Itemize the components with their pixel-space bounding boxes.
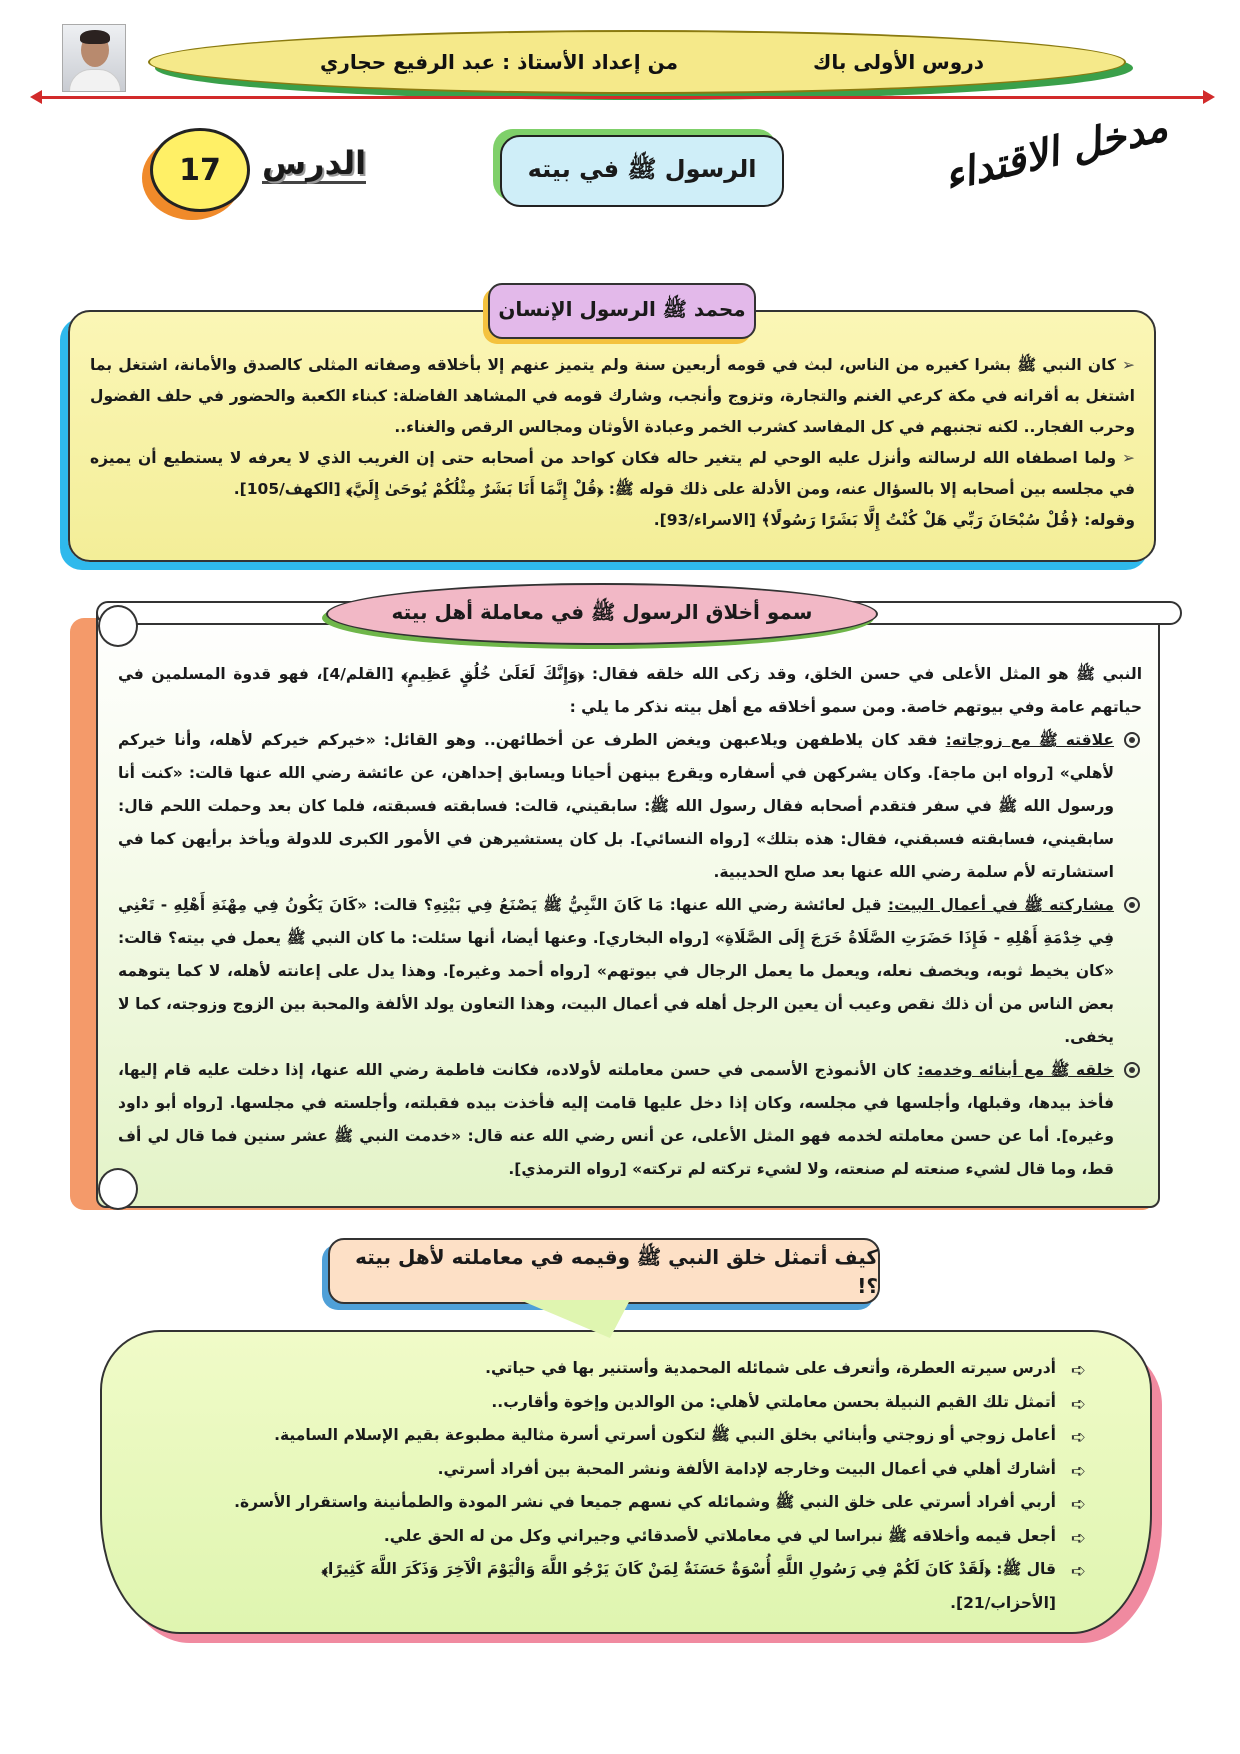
section3-title: كيف أتمثل خلق النبي ﷺ وقيمه في معاملته لأهل بيته ؟! [328, 1238, 880, 1304]
item-heading: مشاركته ﷺ في أعمال البيت: [887, 896, 1114, 914]
list-item: ➪ قال ﷺ: ﴿لَقَدْ كَانَ لَكُمْ فِي رَسُولِ اللَّهِ أُسْوَةٌ حَسَنَةٌ لِمَنْ كَانَ يَرْجُو اللَّهَ وَالْيَوْمَ الْآخِرَ وَذَكَرَ اللَّهَ كَثِيرًا﴾ [الأحزاب/21]. [220, 1553, 1090, 1620]
arrow-icon: ➪ [1070, 1460, 1086, 1482]
section1-marker: ➢ [1122, 449, 1135, 467]
section3-body [220, 1352, 1090, 1620]
item-text: قيل لعائشة رضي الله عنها: مَا كَانَ النَّبِيُّ ﷺ يَصْنَعُ فِي بَيْتِهِ؟ قالت: «كَانَ يَكُونُ فِي مِهْنَةِ أَهْلِهِ - تَعْنِي فِي خِدْمَةِ أَهْلِهِ - فَإِذَا حَضَرَتِ الصَّلَاةُ خَرَجَ إِلَى الصَّلَاةِ» [رواه البخاري]. وعنها أيضا، أنها سئلت: ما كان النبي ﷺ يعمل في بيته؟ قالت: «كان يخيط ثوبه، ويخصف نعله، ويعمل ما يعمل الرجال في بيوتهم» [رواه أحمد وغيره]. وهذا يدل على إعانته لأهله، لا كما يتوهمه بعض الناس من أن ذلك نقص وعيب أن يعين الرجل أهله في أعمال البيت، وهذا التعاون يولد الألفة والمحبة بين الزوج وزوجته، كما لا يخفى. [118, 896, 1114, 1046]
section1-paragraph: وقوله: ﴿قُلْ سُبْحَانَ رَبِّي هَلْ كُنْتُ إِلَّا بَشَرًا رَسُولًا﴾ [الاسراء/93]. [653, 511, 1135, 529]
item-heading: خلقه ﷺ مع أبنائه وخدمه: [917, 1061, 1114, 1079]
scroll-curl-top [98, 605, 138, 647]
arrow-icon: ➪ [1070, 1527, 1086, 1549]
section2-list [118, 724, 1142, 1186]
section1-marker: ➢ [1122, 356, 1135, 374]
lesson-title [500, 135, 784, 207]
section1-paragraph: ➢ولما اصطفاه الله لرسالته وأنزل عليه الوحي لم يتغير حاله فكان كواحد من أصحابه حتى إن الغريب الذي لا يعرفه لا يستطيع أن يميزه في مجلسه بين أصحابه إلا بالسؤال عنه، ومن الأدلة على ذلك قوله ﷺ: ﴿قُلْ إِنَّمَا أَنَا بَشَرٌ مِثْلُكُمْ يُوحَىٰ إِلَيَّ﴾ [الكهف/105]. [90, 449, 1135, 498]
list-item [118, 889, 1142, 1054]
list-item: ➪ أربي أفراد أسرتي على خلق النبي ﷺ وشمائله كي نسهم جميعا في نشر المودة والطمأنينة واستقرار الأسرة. [220, 1486, 1090, 1520]
list-item [118, 1054, 1142, 1186]
arrow-icon: ➪ [1070, 1360, 1086, 1381]
top-banner [148, 30, 1126, 94]
section2-body [118, 658, 1142, 1186]
bullet-icon [1124, 897, 1140, 913]
section1-title: محمد ﷺ الرسول الإنسان [488, 283, 756, 339]
arrow-icon: ➪ [1070, 1494, 1086, 1515]
section3-list [220, 1352, 1090, 1620]
bullet-icon [1124, 732, 1140, 748]
list-item: ➪ أجعل قيمه وأخلاقه ﷺ نبراسا لي في معاملاتي لأصدقائي وجيراني وكل من له الحق علي. [220, 1520, 1090, 1554]
arrow-icon: ➪ [1070, 1393, 1086, 1415]
author-label: من إعداد الأستاذ : عبد الرفيع حجاري [320, 50, 678, 74]
bullet-icon [1124, 1062, 1140, 1078]
section2-intro: النبي ﷺ هو المثل الأعلى في حسن الخلق، وقد زكى الله خلقه فقال: ﴿وَإِنَّكَ لَعَلَىٰ خُلُقٍ عَظِيمٍ﴾ [القلم/4]، فهو قدوة المسلمين في حياتهم عامة وفي بيوتهم خاصة. ومن سمو أخلاقه مع أهل بيته نذكر ما يلي : [118, 665, 1143, 716]
lesson-number-badge [150, 128, 250, 212]
section1-body [90, 350, 1135, 536]
header-divider [40, 96, 1205, 99]
item-text: كان الأنموذج الأسمى في حسن معاملته لأولاده، فكانت فاطمة رضي الله عنها، إذا دخلت عليه قام إليها، فأخذ بيدها، وقبلها، وأجلسها في مجلسه، وكان إذا دخل عليها قامت إليه فأخذت بيده فقبلته، وأجلسته في مجلسها. [رواه أبو داود وغيره]. أما عن حسن معاملته لخدمه فهو المثل الأعلى، عن أنس رضي الله عنه قال: «خدمت النبي ﷺ عشر سنين فما قال لي أف قط، وما قال لشيء صنعته لم صنعته، ولا لشيء تركته لم تركته» [رواه الترمذي]. [118, 1061, 1114, 1178]
section1-paragraph: ➢كان النبي ﷺ بشرا كغيره من الناس، لبث في قومه أربعين سنة ولم يتميز عنهم إلا بأخلاقه وصفاته المثلى كالصدق والأمانة، اشتغل بما اشتغل به أقرانه في مكة كرعي الغنم والتجارة، وتزوج وأنجب، وشارك قومه في المشاهد الفاضلة: كبناء الكعبة والحضور في حلف الفضول وحرب الفجار.. لكنه تجنبهم في كل المفاسد كشرب الخمر وعبادة الأوثان ومجالس الرقص والغناء.. [90, 356, 1135, 436]
lesson-number: 17 [179, 152, 221, 188]
lesson-title-text: الرسول ﷺ في بيته [527, 154, 757, 183]
arrow-icon: ➪ [1070, 1427, 1086, 1448]
list-item [118, 724, 1142, 889]
section2-title: سمو أخلاق الرسول ﷺ في معاملة أهل بيته [326, 583, 878, 645]
list-item: ➪ أتمثل تلك القيم النبيلة بحسن معاملتي لأهلي: من الوالدين وإخوة وأقارب.. [220, 1386, 1090, 1420]
arrow-icon: ➪ [1070, 1561, 1086, 1582]
speech-bubble-tail [520, 1300, 630, 1338]
list-item: ➪ أشارك أهلي في أعمال البيت وخارجه لإدامة الألفة ونشر المحبة بين أفراد أسرتي. [220, 1453, 1090, 1487]
subject-label: دروس الأولى باك [812, 50, 984, 74]
author-photo [62, 24, 126, 92]
list-item: ➪ أدرس سيرته العطرة، وأتعرف على شمائله المحمدية وأستنير بها في حياتي. [220, 1352, 1090, 1386]
item-text: فقد كان يلاطفهن ويلاعبهن ويغض الطرف عن أخطائهن.. وهو القائل: «خيركم خيركم لأهله، وأنا خيركم لأهلي» [رواه ابن ماجة]. وكان يشركهن في أسفاره ويقرع بينهن أحيانا ويسابق إحداهن، عن عائشة رضي الله عنها قالت: «كنت أنا ورسول الله ﷺ في سفر فتقدم أصحابه فقال رسول الله ﷺ: سابقيني، قالت: فسابقته فسبقته، فلما كان بعد وحملت اللحم قال: سابقيني، فسابقته فسبقني، فقال: هذه بتلك» [رواه النسائي]. بل كان يستشيرهن في الأمور الكبرى للدولة ويأخذ برأيهن كما في استشارته لأم سلمة رضي الله عنها بعد صلح الحديبية. [118, 731, 1114, 881]
item-heading: علاقته ﷺ مع زوجاته: [945, 731, 1114, 749]
list-item: ➪ أعامل زوجي أو زوجتي وأبنائي بخلق النبي ﷺ لتكون أسرتي أسرة مثالية مطبوعة بقيم الإسلام السامية. [220, 1419, 1090, 1453]
unit-title: مدخل الاقتداء [939, 103, 1172, 200]
lesson-label: الدرس [262, 146, 366, 184]
